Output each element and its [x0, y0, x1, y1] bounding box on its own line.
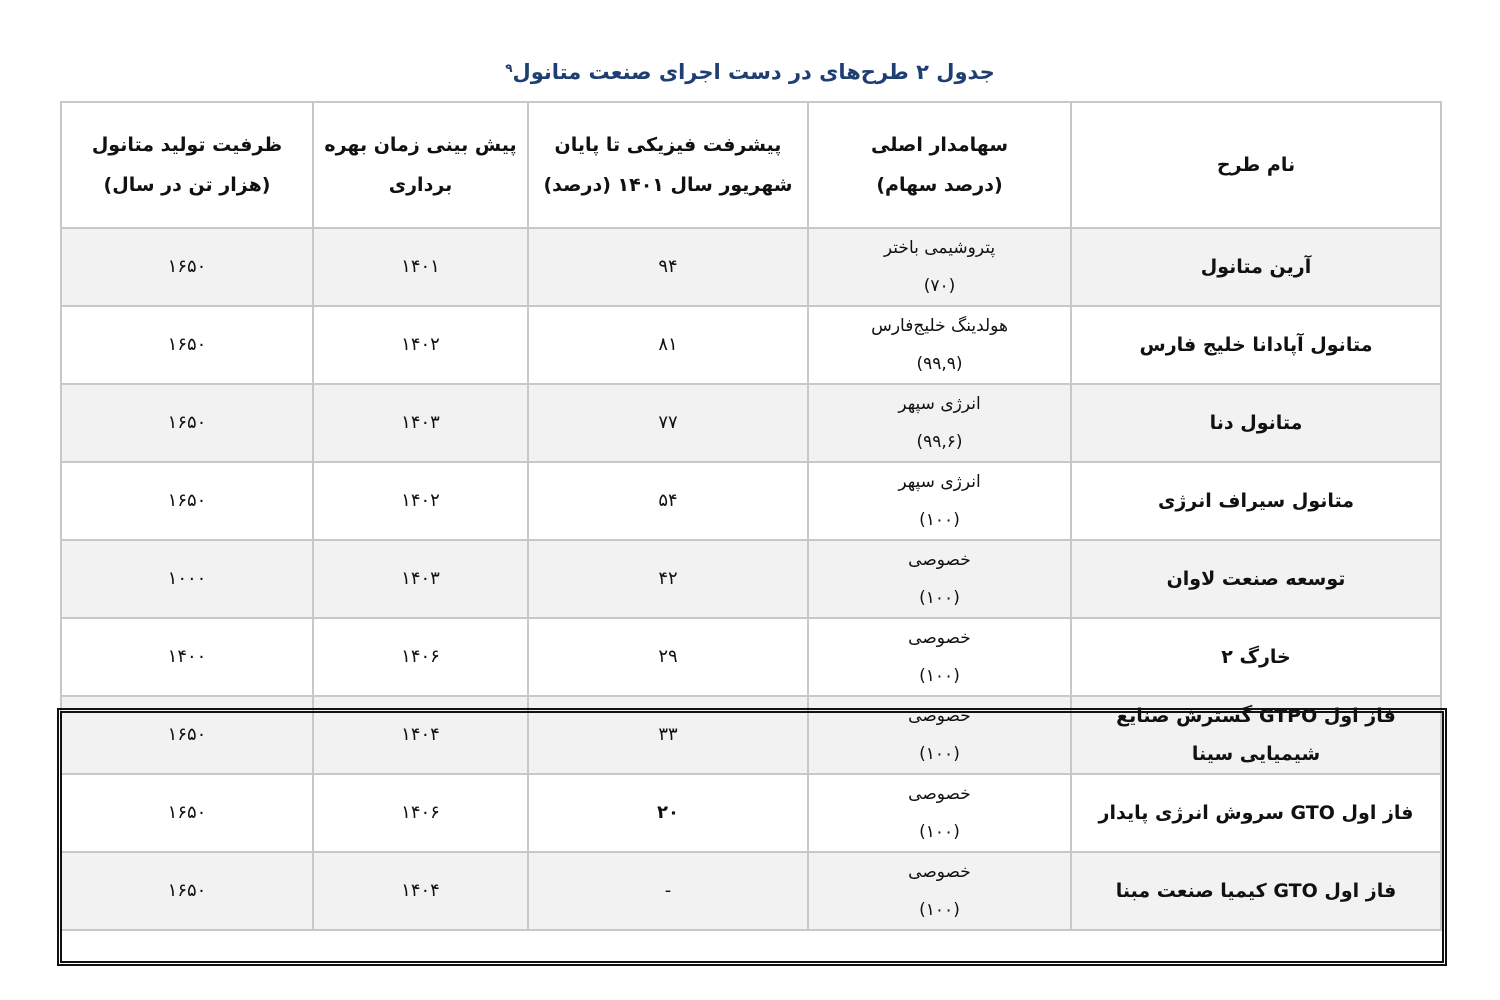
progress-cell: ۹۴ [528, 228, 808, 306]
shareholder-cell: انرژی سپهر (۹۹,۶) [808, 384, 1071, 462]
progress-cell: ۲۹ [528, 618, 808, 696]
capacity-cell: ۱۶۵۰ [61, 696, 313, 774]
table-row [61, 540, 1441, 618]
project-name-cell: فاز اول GTO سروش انرژی پایدار [1071, 774, 1441, 852]
table-row-highlighted [61, 774, 1441, 852]
shareholder-cell: خصوصی (۱۰۰) [808, 852, 1071, 930]
project-name-cell: آرین متانول [1071, 228, 1441, 306]
capacity-cell: ۱۶۵۰ [61, 774, 313, 852]
header-row [61, 102, 1441, 228]
progress-cell: - [528, 852, 808, 930]
project-name-cell: متانول دنا [1071, 384, 1441, 462]
header-main-shareholder: سهامدار اصلی (درصد سهام) [808, 102, 1071, 228]
table-row [61, 306, 1441, 384]
operation-year-cell: ۱۴۰۱ [313, 228, 528, 306]
shareholder-cell: خصوصی (۱۰۰) [808, 774, 1071, 852]
header-operation-year: پیش بینی زمان بهره برداری [313, 102, 528, 228]
shareholder-cell: خصوصی (۱۰۰) [808, 540, 1071, 618]
capacity-cell: ۱۰۰۰ [61, 540, 313, 618]
methanol-projects-table [60, 101, 1442, 931]
operation-year-cell: ۱۴۰۲ [313, 306, 528, 384]
project-name-cell: فاز اول GTO کیمیا صنعت مبنا [1071, 852, 1441, 930]
operation-year-cell: ۱۴۰۲ [313, 462, 528, 540]
header-physical-progress: پیشرفت فیزیکی تا پایان شهریور سال ۱۴۰۱ (درصد) [528, 102, 808, 228]
capacity-cell: ۱۶۵۰ [61, 228, 313, 306]
table-row [61, 384, 1441, 462]
table-row [61, 462, 1441, 540]
project-name-cell: خارگ ۲ [1071, 618, 1441, 696]
capacity-cell: ۱۴۰۰ [61, 618, 313, 696]
progress-cell: ۸۱ [528, 306, 808, 384]
shareholder-cell: هولدینگ خلیج‌فارس (۹۹,۹) [808, 306, 1071, 384]
capacity-cell: ۱۶۵۰ [61, 462, 313, 540]
operation-year-cell: ۱۴۰۳ [313, 384, 528, 462]
header-production-capacity: ظرفیت تولید متانول (هزار تن در سال) [61, 102, 313, 228]
progress-cell: ۵۴ [528, 462, 808, 540]
progress-cell: ۳۳ [528, 696, 808, 774]
progress-cell: ۷۷ [528, 384, 808, 462]
operation-year-cell: ۱۴۰۴ [313, 696, 528, 774]
operation-year-cell: ۱۴۰۳ [313, 540, 528, 618]
capacity-cell: ۱۶۵۰ [61, 852, 313, 930]
caption-footnote-marker: ۹ [505, 61, 513, 75]
project-name-cell: توسعه صنعت لاوان [1071, 540, 1441, 618]
shareholder-cell: خصوصی (۱۰۰) [808, 696, 1071, 774]
project-name-cell: فاز اول GTPO گسترش صنایع شیمیایی سینا [1071, 696, 1441, 774]
operation-year-cell: ۱۴۰۴ [313, 852, 528, 930]
table-row [61, 228, 1441, 306]
shareholder-cell: خصوصی (۱۰۰) [808, 618, 1071, 696]
table-caption [0, 52, 1500, 92]
shareholder-cell: انرژی سپهر (۱۰۰) [808, 462, 1071, 540]
table-row [61, 618, 1441, 696]
capacity-cell: ۱۶۵۰ [61, 306, 313, 384]
operation-year-cell: ۱۴۰۶ [313, 774, 528, 852]
header-project-name: نام طرح [1071, 102, 1441, 228]
shareholder-cell: پتروشیمی باختر (۷۰) [808, 228, 1071, 306]
project-name-cell: متانول آپادانا خلیج فارس [1071, 306, 1441, 384]
capacity-cell: ۱۶۵۰ [61, 384, 313, 462]
progress-cell: ۲۰ [528, 774, 808, 852]
table-row-highlighted [61, 696, 1441, 774]
progress-cell: ۴۲ [528, 540, 808, 618]
table-row-highlighted [61, 852, 1441, 930]
operation-year-cell: ۱۴۰۶ [313, 618, 528, 696]
project-name-cell: متانول سیراف انرژی [1071, 462, 1441, 540]
methanol-projects-table-container [60, 101, 1440, 931]
caption-title: جدول ۲ طرح‌های در دست اجرای صنعت متانول [512, 60, 995, 84]
